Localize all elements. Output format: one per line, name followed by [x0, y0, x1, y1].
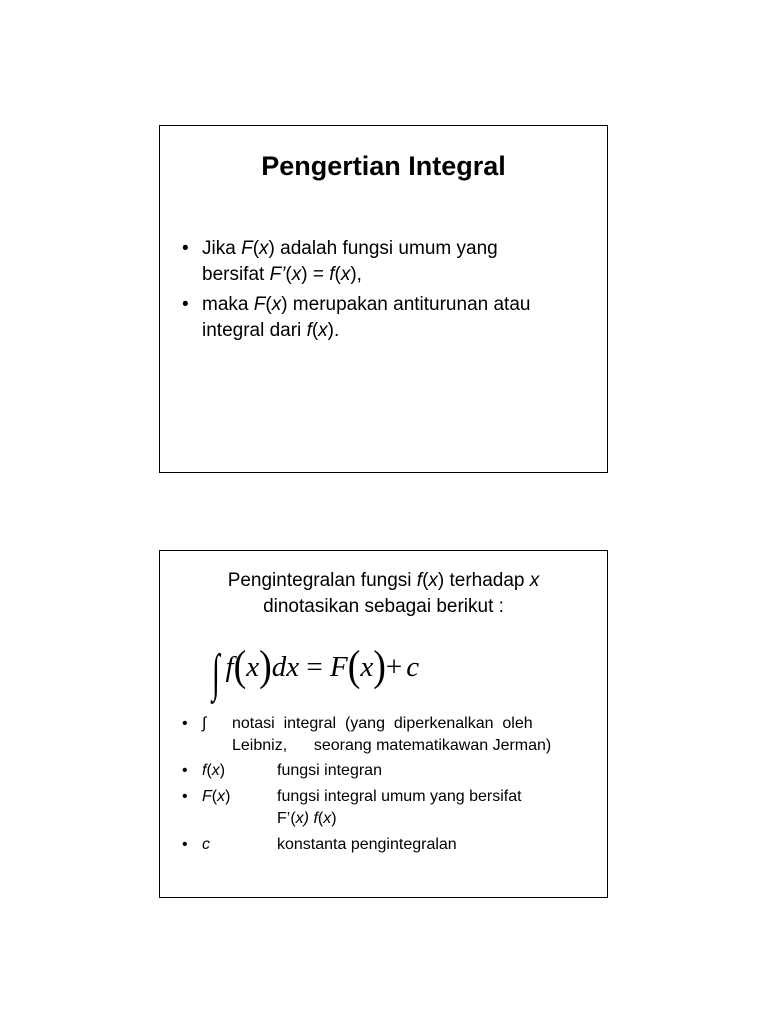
- bullet-description: fungsi integral umum yang bersifat: [277, 788, 522, 805]
- bullet-description: Leibniz, seorang matematikawan Jerman): [232, 737, 552, 754]
- bullet-symbol: c: [202, 836, 210, 853]
- bullet-dot: •: [182, 294, 189, 315]
- bullet-item: [182, 760, 592, 782]
- bullet-line: bersifat F’(x) = f(x),: [202, 264, 362, 285]
- bullet-line: maka F(x) merupakan antiturunan atau: [202, 294, 531, 315]
- bullet-item: [182, 713, 592, 757]
- bullet-dot: •: [182, 836, 188, 853]
- bullet-item: [182, 236, 587, 288]
- bullet-dot: •: [182, 762, 188, 779]
- bullet-symbol: F(x): [202, 788, 231, 805]
- slide-pengertian-integral: [159, 125, 608, 473]
- intro-line: dinotasikan sebagai berikut :: [263, 596, 504, 617]
- bullet-description: F’(x) f(x): [277, 810, 337, 827]
- slide-notasi-integral: [159, 550, 608, 898]
- integral-symbol: ∫: [202, 715, 207, 732]
- bullet-description: konstanta pengintegralan: [277, 836, 457, 853]
- bullet-dot: •: [182, 238, 189, 259]
- bullet-line: Jika F(x) adalah fungsi umum yang: [202, 238, 498, 259]
- integral-formula: ∫ f(x)dx = F(x)+ c: [212, 641, 420, 702]
- bullet-item: [182, 292, 587, 344]
- integral-sign: ∫: [212, 645, 220, 702]
- bullet-dot: •: [182, 788, 188, 805]
- bullet-item: [182, 834, 592, 856]
- intro-line: Pengintegralan fungsi f(x) terhadap x: [227, 570, 540, 591]
- bullet-description: fungsi integran: [277, 762, 382, 779]
- bullet-line: integral dari f(x).: [202, 320, 340, 341]
- intro-text: [160, 568, 607, 620]
- bullet-item: [182, 786, 592, 830]
- bullet-symbol: f(x): [202, 762, 226, 779]
- slide-title: Pengertian Integral: [261, 151, 506, 181]
- bullet-description: notasi integral (yang diperkenalkan oleh: [232, 715, 533, 732]
- bullet-dot: •: [182, 715, 188, 732]
